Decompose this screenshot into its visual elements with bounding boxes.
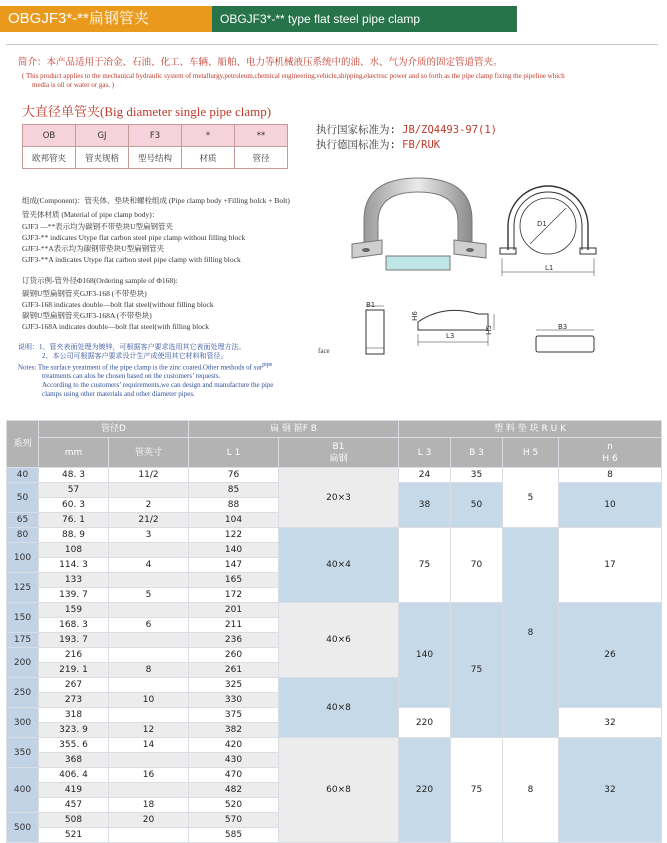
- h5-cell: 5: [503, 468, 559, 528]
- national-standard-value: JB/ZQ4493-97(1): [402, 124, 497, 136]
- note-en-1: [18, 361, 338, 372]
- h6-cell: 17: [559, 528, 662, 603]
- drawing-label-b3: B3: [558, 323, 568, 331]
- l1-cell: 260: [189, 648, 279, 663]
- pipe-inch-cell: [109, 573, 189, 588]
- composition-text: 组成(Component)：管夹体、垫块和螺栓组成 (Pipe clamp body +Filling bolck + Bolt): [22, 196, 290, 205]
- table-row: [7, 468, 662, 483]
- l1-cell: 201: [189, 603, 279, 618]
- l1-cell: 85: [189, 483, 279, 498]
- pipe-mm-cell: 521: [39, 828, 109, 843]
- col-header-pad: 塑 料 垫 块 R U K: [399, 421, 662, 438]
- pipe-mm-cell: 88. 9: [39, 528, 109, 543]
- l1-cell: 330: [189, 693, 279, 708]
- pipe-inch-cell: 2: [109, 498, 189, 513]
- series-cell: 175: [7, 633, 39, 648]
- l1-cell: 420: [189, 738, 279, 753]
- intro-cn: 简介：本产品适用于冶金、石油、化工、车辆、船舶、电力等机械液压系统中的油、水、气为介质的固定管道管夹。: [18, 57, 503, 68]
- pipe-inch-cell: [109, 678, 189, 693]
- pipe-mm-cell: 323. 9: [39, 723, 109, 738]
- pipe-mm-cell: 48. 3: [39, 468, 109, 483]
- l1-cell: 470: [189, 768, 279, 783]
- code-cell: OB: [23, 125, 76, 147]
- pipe-inch-cell: [109, 828, 189, 843]
- intro-en-line1: ( This product applies to the mechanical hydraulic system of metallurgy,petroleum,chemical engineering,vehicle,shipping,ekectruc power and so forth as the pipe clamp fixing the pipeline which: [22, 72, 565, 80]
- l1-cell: 236: [189, 633, 279, 648]
- b3-cell: 35: [451, 468, 503, 483]
- pipe-inch-cell: 5: [109, 588, 189, 603]
- b1-cell: 60×8: [279, 738, 399, 843]
- national-standard-label: 执行国家标准为:: [316, 124, 396, 136]
- series-cell: 65: [7, 513, 39, 528]
- pipe-inch-cell: [109, 753, 189, 768]
- pipe-inch-cell: [109, 603, 189, 618]
- header-title-cn: OBGJF3*-**扁钢管夹: [0, 6, 212, 32]
- b1-cell: 40×4: [279, 528, 399, 603]
- meaning-cell: 材质: [182, 147, 235, 169]
- drawing-label-l1: L1: [545, 264, 554, 272]
- pipe-inch-cell: 11/2: [109, 468, 189, 483]
- note-cn-1: 说明：1、管夹表面处理为镀锌，可根据客户要求选用其它表面处理方法。: [18, 343, 246, 351]
- code-cell: *: [182, 125, 235, 147]
- note-cn-2: 2、本公司可根据客户要求设计生产成使用其它材料和管径。: [42, 352, 228, 360]
- pipe-inch-cell: 12: [109, 723, 189, 738]
- col-header-h6: [559, 438, 662, 468]
- note-en-3: According to the customers’ requirements,we can design and manufacture the pipe: [42, 381, 274, 390]
- national-standard: [316, 122, 497, 137]
- series-cell: 300: [7, 708, 39, 738]
- series-cell: 200: [7, 648, 39, 678]
- pipe-inch-cell: [109, 708, 189, 723]
- header-title-en: OBGJF3*-** type flat steel pipe clamp: [212, 6, 517, 32]
- drawing-label-b1: B1: [366, 301, 376, 309]
- code-cell: **: [235, 125, 288, 147]
- h5-cell: 8: [503, 738, 559, 843]
- l1-cell: 140: [189, 543, 279, 558]
- page-header: [0, 0, 667, 38]
- drawing-label-h5: H5: [484, 325, 493, 335]
- col-header-b3: B 3: [451, 438, 503, 468]
- series-cell: 150: [7, 603, 39, 633]
- drawing-label-h6: H6: [410, 311, 419, 321]
- table-row: [7, 603, 662, 618]
- col-header-h6-top: n: [607, 441, 613, 452]
- clamp-product-image: [346, 170, 496, 290]
- pipe-mm-cell: 193. 7: [39, 633, 109, 648]
- col-header-h6-bot: H 6: [602, 453, 618, 464]
- pipe-inch-cell: [109, 648, 189, 663]
- pipe-mm-cell: 114. 3: [39, 558, 109, 573]
- col-header-b1-top: B1: [332, 441, 345, 452]
- l1-cell: 261: [189, 663, 279, 678]
- drawing-label-l3: L3: [446, 332, 455, 340]
- note-face: face: [318, 347, 330, 355]
- l1-cell: 147: [189, 558, 279, 573]
- col-header-h5: H 5: [503, 438, 559, 468]
- col-header-b1: [279, 438, 399, 468]
- series-cell: 125: [7, 573, 39, 603]
- h6-cell: 32: [559, 708, 662, 738]
- l1-cell: 172: [189, 588, 279, 603]
- l1-cell: 570: [189, 813, 279, 828]
- l3-cell: 75: [399, 528, 451, 603]
- meaning-cell: 管夹规格: [76, 147, 129, 169]
- section-title: 大直径单管夹(Big diameter single pipe clamp): [22, 104, 272, 119]
- code-cell: GJ: [76, 125, 129, 147]
- order-title: 订货示例-管外径Φ168(Ordering sample of Φ168):: [22, 276, 178, 285]
- l1-cell: 430: [189, 753, 279, 768]
- pipe-mm-cell: 219. 1: [39, 663, 109, 678]
- l1-cell: 585: [189, 828, 279, 843]
- series-cell: 400: [7, 768, 39, 813]
- note-en-1-sup: pipe: [262, 362, 273, 368]
- series-cell: 80: [7, 528, 39, 543]
- h6-cell: 26: [559, 603, 662, 708]
- divider: [6, 44, 658, 45]
- l3-cell: 220: [399, 708, 451, 738]
- series-cell: 350: [7, 738, 39, 768]
- pipe-mm-cell: 267: [39, 678, 109, 693]
- col-header-mm: mm: [39, 438, 109, 468]
- pipe-inch-cell: 20: [109, 813, 189, 828]
- intro-en-line2: media is oil or water or gas. ): [32, 81, 115, 89]
- order-line: GJF3-168A indicates double—bolt flat steel(with filling block: [22, 322, 210, 331]
- material-line: GJF3-**A indicates Utype flat carbon steel pipe clamp with filling block: [22, 255, 241, 264]
- pipe-inch-cell: 10: [109, 693, 189, 708]
- note-en-4: clamps using other materials and other diameter pipes.: [42, 390, 195, 399]
- pipe-mm-cell: 368: [39, 753, 109, 768]
- l3-cell: 24: [399, 468, 451, 483]
- table-row: [7, 738, 662, 753]
- clamp-side-view-drawing: [356, 300, 392, 360]
- l1-cell: 520: [189, 798, 279, 813]
- notes: [18, 343, 338, 399]
- model-code-table: [22, 124, 288, 169]
- col-header-series: 系列: [7, 421, 39, 468]
- b1-cell: 40×6: [279, 603, 399, 678]
- pipe-inch-cell: 14: [109, 738, 189, 753]
- col-header-l3: L 3: [399, 438, 451, 468]
- pipe-inch-cell: [109, 633, 189, 648]
- material-text: 管夹体材质 (Material of pipe clamp body)：: [22, 210, 160, 219]
- order-line: 碳钢U型扁钢管夹GJF3-168A (不带垫块): [22, 311, 152, 320]
- order-line: GJF3-168 indicates double—bolt flat steel(without filling block: [22, 300, 214, 309]
- drawing-label-d1: D1: [537, 220, 547, 228]
- pipe-mm-cell: 168. 3: [39, 618, 109, 633]
- pipe-mm-cell: 139. 7: [39, 588, 109, 603]
- col-header-b1-bot: 扁钢: [329, 453, 348, 464]
- pipe-inch-cell: 3: [109, 528, 189, 543]
- series-cell: 100: [7, 543, 39, 573]
- pipe-mm-cell: 457: [39, 798, 109, 813]
- table-row: [7, 528, 662, 543]
- pipe-mm-cell: 60. 3: [39, 498, 109, 513]
- note-en-2: treatments can alos be chosen based on the customers’ requests.: [42, 372, 221, 381]
- b3-cell: 75: [451, 603, 503, 738]
- b3-cell: 70: [451, 528, 503, 603]
- h6-cell: 32: [559, 738, 662, 843]
- series-cell: 250: [7, 678, 39, 708]
- b3-cell: 50: [451, 483, 503, 528]
- pipe-inch-cell: 18: [109, 798, 189, 813]
- spec-table-body: [7, 468, 662, 843]
- l1-cell: 76: [189, 468, 279, 483]
- meaning-cell: 欧邦管夹: [23, 147, 76, 169]
- h6-cell: 10: [559, 483, 662, 528]
- spec-table: [6, 420, 662, 843]
- col-header-pipe-d: 管径D: [39, 421, 189, 438]
- pipe-mm-cell: 318: [39, 708, 109, 723]
- l3-cell: 220: [399, 738, 451, 843]
- pipe-inch-cell: 21/2: [109, 513, 189, 528]
- material-line: GJF3-**A表示均为碳钢带垫块U型扁钢管夹: [22, 244, 165, 253]
- col-header-flat-steel: 扁 钢 箍F B: [189, 421, 399, 438]
- pipe-mm-cell: 355. 6: [39, 738, 109, 753]
- l1-cell: 325: [189, 678, 279, 693]
- pipe-mm-cell: 108: [39, 543, 109, 558]
- meaning-cell: 型号结构: [129, 147, 182, 169]
- series-cell: 40: [7, 468, 39, 483]
- l1-cell: 382: [189, 723, 279, 738]
- order-line: 碳钢U型扁钢管夹GJF3-168 (不带垫块): [22, 289, 147, 298]
- pipe-inch-cell: 16: [109, 768, 189, 783]
- l1-cell: 104: [189, 513, 279, 528]
- b1-cell: 40×8: [279, 678, 399, 738]
- l1-cell: 122: [189, 528, 279, 543]
- german-standard-label: 执行德国标准为:: [316, 139, 396, 151]
- meaning-cell: 管径: [235, 147, 288, 169]
- german-standard-value: FB/RUK: [402, 139, 441, 151]
- material-line: GJF3-** indicates Utype flat carbon steel pipe clamp without filling block: [22, 233, 246, 242]
- code-cell: F3: [129, 125, 182, 147]
- pipe-inch-cell: [109, 483, 189, 498]
- german-standard: [316, 137, 440, 152]
- l1-cell: 88: [189, 498, 279, 513]
- l1-cell: 482: [189, 783, 279, 798]
- l3-cell: 38: [399, 483, 451, 528]
- b3-cell: 75: [451, 738, 503, 843]
- h6-cell: 8: [559, 468, 662, 483]
- pipe-mm-cell: 133: [39, 573, 109, 588]
- note-en-1-text: Notes: The surface yreatment of the pipe clamp is the zinc coated.Other methods of sur: [18, 363, 263, 372]
- l3-cell: 140: [399, 603, 451, 708]
- l1-cell: 211: [189, 618, 279, 633]
- col-header-l1: L 1: [189, 438, 279, 468]
- pipe-mm-cell: 216: [39, 648, 109, 663]
- pipe-mm-cell: 57: [39, 483, 109, 498]
- series-cell: 500: [7, 813, 39, 843]
- b1-cell: 20×3: [279, 468, 399, 528]
- pipe-mm-cell: 406. 4: [39, 768, 109, 783]
- pipe-mm-cell: 76. 1: [39, 513, 109, 528]
- l1-cell: 165: [189, 573, 279, 588]
- series-cell: 50: [7, 483, 39, 513]
- l1-cell: 375: [189, 708, 279, 723]
- col-header-inch: 管英寸: [109, 438, 189, 468]
- pipe-inch-cell: 4: [109, 558, 189, 573]
- pipe-inch-cell: 6: [109, 618, 189, 633]
- pipe-mm-cell: 159: [39, 603, 109, 618]
- intro-en: [22, 72, 642, 90]
- pipe-inch-cell: [109, 783, 189, 798]
- h5-cell: 8: [503, 528, 559, 738]
- pipe-mm-cell: 508: [39, 813, 109, 828]
- pipe-mm-cell: 273: [39, 693, 109, 708]
- pipe-inch-cell: [109, 543, 189, 558]
- pipe-inch-cell: 8: [109, 663, 189, 678]
- pipe-mm-cell: 419: [39, 783, 109, 798]
- material-line: GJF3 —**表示均为碳钢不带垫块U型扁钢管夹: [22, 222, 174, 231]
